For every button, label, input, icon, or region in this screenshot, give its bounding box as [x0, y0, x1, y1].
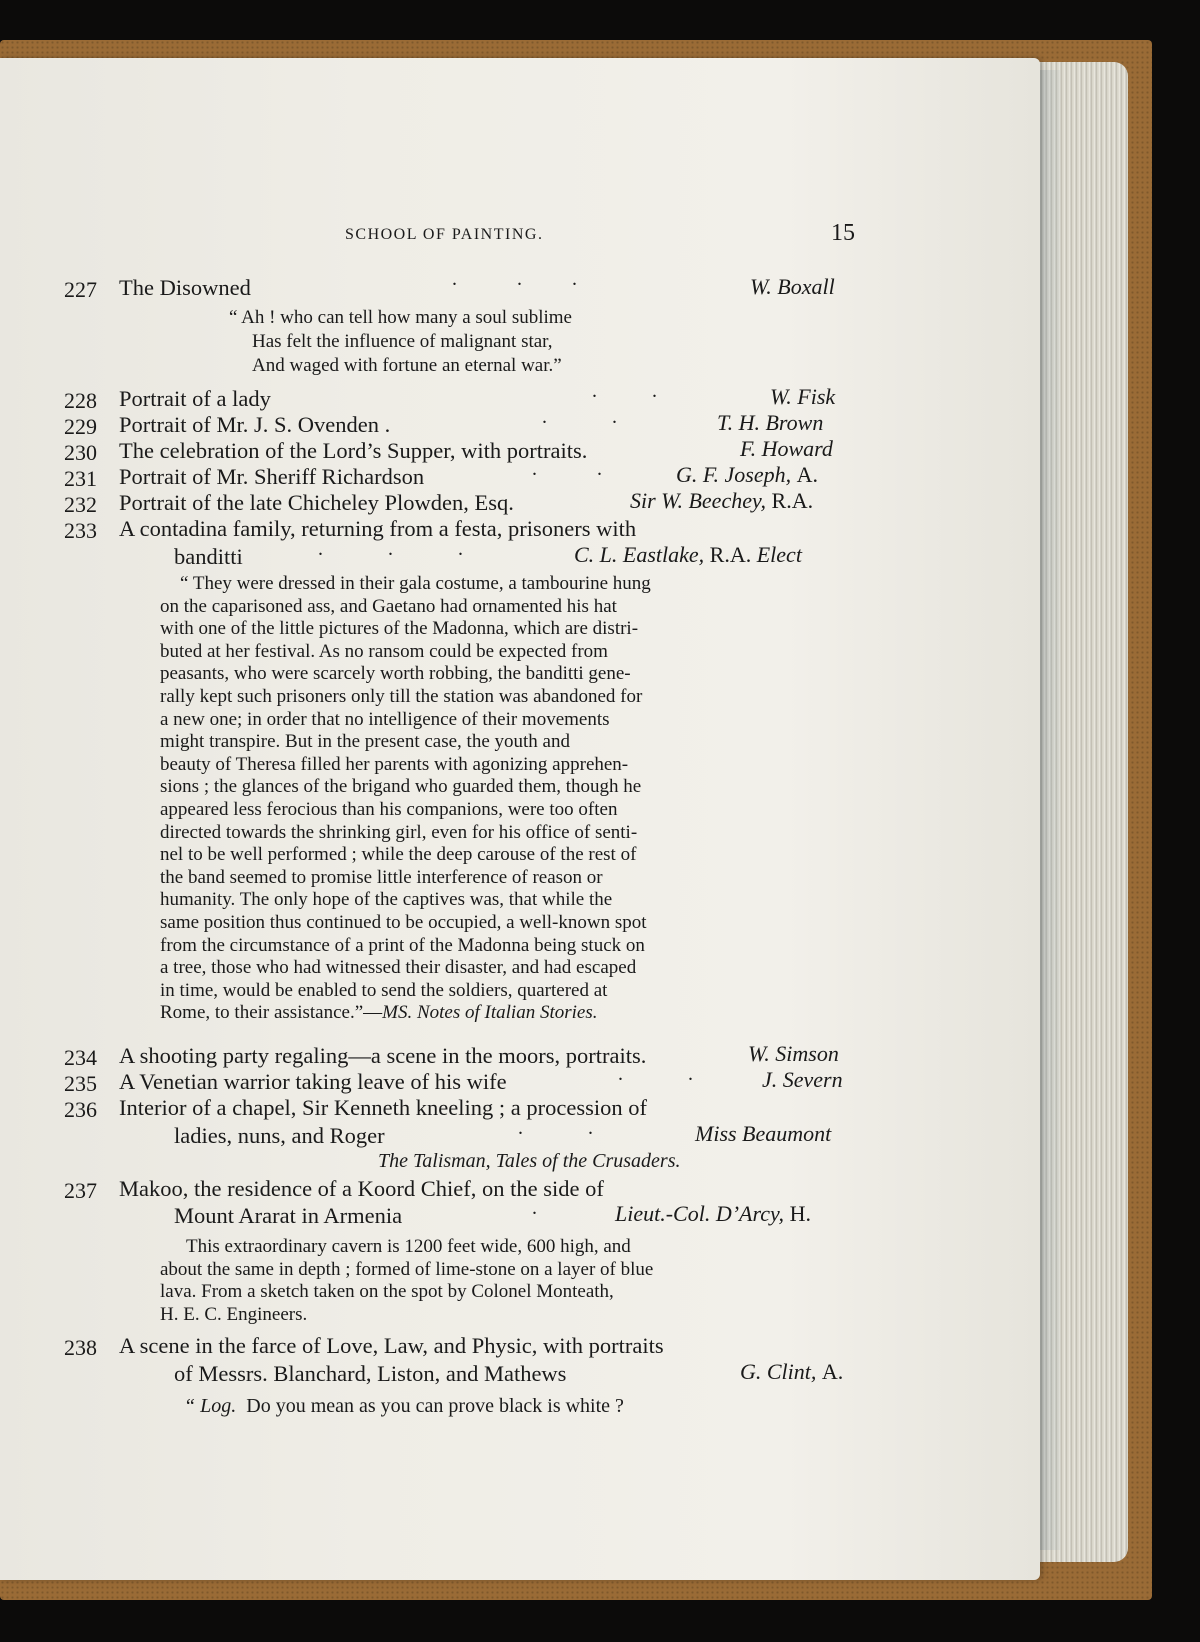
quote-line: might transpire. But in the present case, the youth and: [160, 731, 570, 753]
note-line: This extraordinary cavern is 1200 feet wide, 600 high, and: [186, 1236, 631, 1257]
entry-number: 228: [64, 388, 97, 413]
entry-number: 234: [64, 1045, 97, 1070]
note-line: about the same in depth ; formed of lime-stone on a layer of blue: [160, 1258, 654, 1280]
entry-artist: J. Severn: [762, 1067, 843, 1092]
entry-artist: G. Clint, A.: [740, 1359, 844, 1384]
entry-number: 231: [64, 466, 97, 491]
leader-dots: . .: [532, 458, 602, 480]
entry-artist: Lieut.-Col. D’Arcy, H.: [615, 1201, 811, 1226]
entry-number: 238: [64, 1335, 97, 1360]
entry-artist: F. Howard: [740, 436, 833, 461]
entry-title: Portrait of Mr. J. S. Ovenden .: [119, 412, 391, 437]
entry-title: A shooting party regaling—a scene in the moors, portraits.: [119, 1043, 647, 1068]
leader-dots: . . .: [318, 538, 463, 560]
leader-dots: . .: [618, 1063, 693, 1085]
entry-number: 237: [64, 1178, 97, 1203]
entry-artist: T. H. Brown: [717, 410, 824, 435]
quote-line: buted at her festival. As no ransom could be expected from: [160, 640, 608, 662]
dialogue-line: “ Log. Do you mean as you can prove black is white ?: [184, 1395, 624, 1417]
literary-source: The Talisman, Tales of the Crusaders.: [378, 1150, 681, 1172]
verse-line: And waged with fortune an eternal war.”: [252, 355, 562, 376]
quote-line: on the caparisoned ass, and Gaetano had ornamented his hat: [160, 595, 617, 617]
entry-number: 230: [64, 440, 97, 465]
entry-title: A Venetian warrior taking leave of his wife: [119, 1069, 507, 1094]
entry-title-continuation: of Messrs. Blanchard, Liston, and Mathews: [174, 1361, 567, 1386]
quote-line: humanity. The only hope of the captives was, that while the: [160, 889, 613, 911]
quote-source: MS. Notes of Italian Stories.: [382, 1002, 598, 1024]
entry-title: Portrait of Mr. Sheriff Richardson: [119, 464, 425, 489]
entry-title: A scene in the farce of Love, Law, and Physic, with portraits: [119, 1333, 664, 1358]
running-title: SCHOOL OF PAINTING.: [345, 226, 544, 243]
quote-line: sions ; the glances of the brigand who guarded them, though he: [160, 776, 642, 798]
quote-line: with one of the little pictures of the Madonna, which are distri-: [160, 618, 639, 640]
entry-title: The Disowned: [119, 275, 251, 300]
entry-artist: Sir W. Beechey, R.A.: [630, 488, 814, 513]
entry-number: 229: [64, 414, 97, 439]
entry-title: Makoo, the residence of a Koord Chief, on the side of: [119, 1176, 604, 1201]
quote-line: Rome, to their assistance.”—MS. Notes of Italian Stories.: [160, 1002, 598, 1024]
entry-title: Interior of a chapel, Sir Kenneth kneeling ; a procession of: [119, 1095, 647, 1120]
quote-line: directed towards the shrinking girl, even for his office of senti-: [160, 821, 638, 843]
entry-number: 227: [64, 277, 97, 302]
verse-line: “ Ah ! who can tell how many a soul sublime: [229, 307, 572, 328]
entry-title: Portrait of the late Chicheley Plowden, Esq.: [119, 490, 514, 515]
page-number: 15: [831, 220, 855, 246]
leader-dots: . .: [542, 406, 617, 428]
entry-number: 233: [64, 518, 97, 543]
quote-line: appeared less ferocious than his companions, were too often: [160, 798, 618, 820]
entry-artist: W. Fisk: [770, 384, 836, 409]
quote-line: in time, would be enabled to send the soldiers, quartered at: [160, 979, 608, 1001]
quote-line: rally kept such prisoners only till the station was abandoned for: [160, 685, 643, 707]
leader-dots: . . .: [452, 268, 577, 290]
quotation-block: [160, 573, 776, 1025]
leader-dots: .: [532, 1197, 537, 1219]
quote-line: peasants, who were scarcely worth robbing, the banditti gene-: [160, 663, 631, 685]
entry-number: 235: [64, 1071, 97, 1096]
entry-artist: C. L. Eastlake, R.A. Elect: [574, 542, 802, 567]
quote-line: beauty of Theresa filled her parents with agonizing apprehen-: [160, 753, 629, 775]
quote-line: the band seemed to promise little interference of reason or: [160, 866, 603, 888]
note-line: lava. From a sketch taken on the spot by Colonel Monteath,: [160, 1281, 614, 1303]
quote-line: “ They were dressed in their gala costume, a tambourine hung: [180, 573, 651, 594]
verse-line: Has felt the influence of malignant star,: [252, 331, 553, 352]
quote-line: nel to be well performed ; while the deep carouse of the rest of: [160, 844, 637, 866]
entry-title-continuation: banditti: [174, 544, 243, 569]
entry-title: The celebration of the Lord’s Supper, with portraits.: [119, 438, 588, 463]
entry-number: 236: [64, 1097, 97, 1122]
quote-line: a new one; in order that no intelligence of their movements: [160, 708, 610, 730]
entry-artist: Miss Beaumont: [695, 1121, 832, 1146]
entry-artist: W. Boxall: [750, 274, 835, 299]
entry-title-continuation: Mount Ararat in Armenia: [174, 1203, 403, 1228]
quote-line: same position thus continued to be occupied, a well-known spot: [160, 911, 647, 933]
entry-title-continuation: ladies, nuns, and Roger: [174, 1123, 385, 1148]
entry-artist: G. F. Joseph, A.: [676, 462, 818, 487]
leader-dots: . .: [518, 1117, 593, 1139]
entry-artist: W. Simson: [748, 1041, 839, 1066]
quote-line: a tree, those who had witnessed their disaster, and had escaped: [160, 957, 637, 979]
entry-number: 232: [64, 492, 97, 517]
note-line: H. E. C. Engineers.: [160, 1303, 308, 1325]
entry-title: A contadina family, returning from a festa, prisoners with: [119, 516, 637, 541]
leader-dots: . .: [592, 380, 657, 402]
entry-title: Portrait of a lady: [119, 386, 271, 411]
note-block: [160, 1236, 776, 1326]
quote-line: from the circumstance of a print of the Madonna being stuck on: [160, 934, 645, 956]
